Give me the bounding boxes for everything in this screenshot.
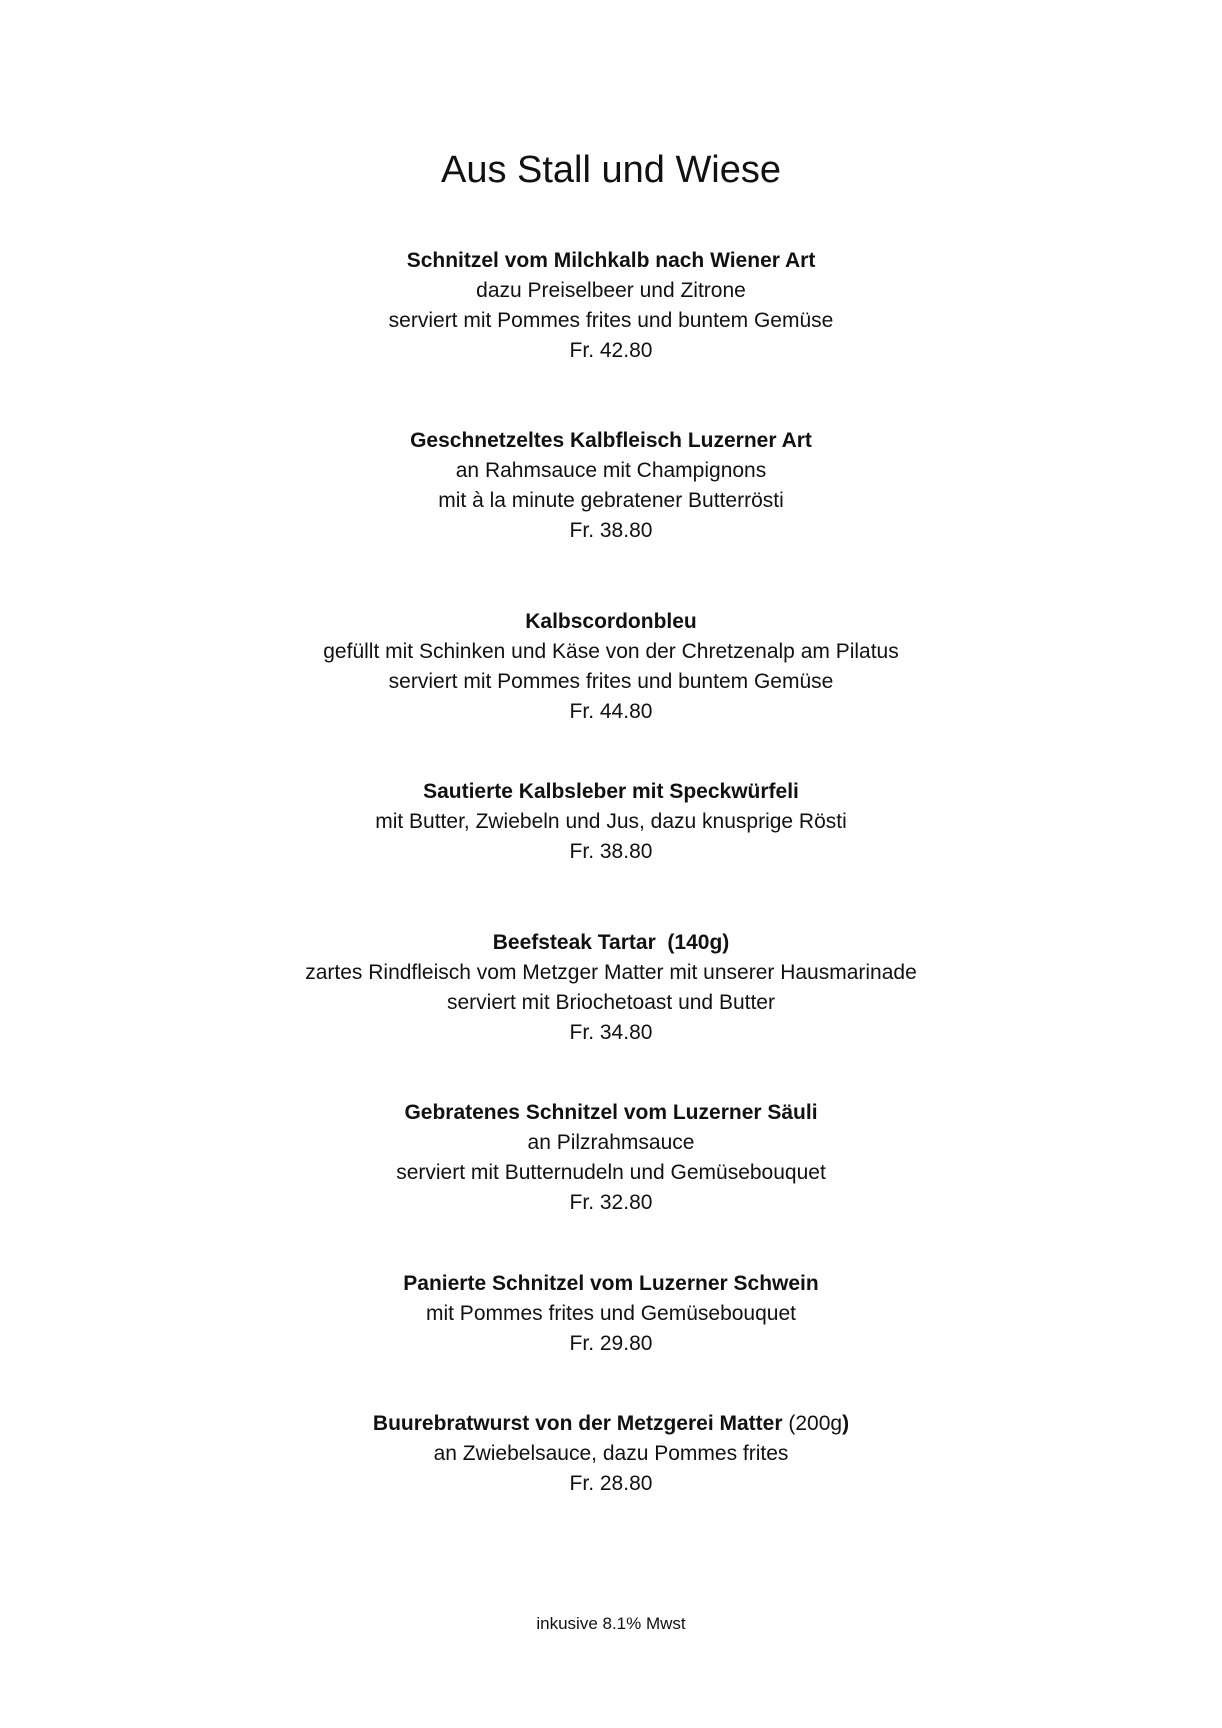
- dish-description: zartes Rindfleisch vom Metzger Matter mit unserer Hausmarinade: [305, 961, 917, 984]
- menu-item: [0, 607, 1222, 727]
- dish-name: Sautierte Kalbsleber mit Speckwürfeli: [423, 780, 799, 803]
- dish-price: Fr. 28.80: [569, 1472, 653, 1495]
- page-title: Aus Stall und Wiese: [440, 149, 782, 191]
- dish-name: Buurebratwurst von der Metzgerei Matter: [372, 1412, 783, 1435]
- dish-name-close: ): [842, 1412, 850, 1435]
- dish-price: Fr. 38.80: [569, 519, 653, 542]
- dish-price: Fr. 38.80: [569, 840, 653, 863]
- dish-name: Geschnetzeltes Kalbfleisch Luzerner Art: [410, 429, 812, 452]
- dish-name: Beefsteak Tartar (140g): [492, 931, 730, 954]
- dish-name: Kalbscordonbleu: [525, 610, 697, 633]
- menu-item: [0, 246, 1222, 366]
- dish-name-line: [0, 1409, 1222, 1439]
- dish-description: serviert mit Pommes frites und buntem Gemüse: [388, 670, 834, 693]
- dish-description: dazu Preiselbeer und Zitrone: [476, 279, 746, 302]
- dish-name: Schnitzel vom Milchkalb nach Wiener Art: [406, 249, 816, 272]
- dish-name: Gebratenes Schnitzel vom Luzerner Säuli: [404, 1101, 818, 1124]
- dish-price: Fr. 34.80: [569, 1021, 653, 1044]
- dish-price: Fr. 42.80: [569, 339, 653, 362]
- menu-item: [0, 1409, 1222, 1499]
- dish-weight: (200g: [788, 1412, 843, 1435]
- dish-price: Fr. 44.80: [569, 700, 653, 723]
- menu-item: [0, 426, 1222, 546]
- vat-note: inkusive 8.1% Mwst: [536, 1614, 686, 1633]
- dish-description: mit Butter, Zwiebeln und Jus, dazu knusprige Rösti: [375, 810, 847, 833]
- dish-description: serviert mit Pommes frites und buntem Gemüse: [388, 309, 834, 332]
- menu-item: [0, 928, 1222, 1048]
- dish-description: an Rahmsauce mit Champignons: [455, 459, 767, 482]
- dish-description: mit Pommes frites und Gemüsebouquet: [425, 1302, 796, 1325]
- dish-price: Fr. 29.80: [569, 1332, 653, 1355]
- dish-price: Fr. 32.80: [569, 1191, 653, 1214]
- dish-description: an Pilzrahmsauce: [527, 1131, 695, 1154]
- menu-item: [0, 1269, 1222, 1359]
- dish-description: serviert mit Butternudeln und Gemüsebouquet: [396, 1161, 826, 1184]
- dish-name: Panierte Schnitzel vom Luzerner Schwein: [403, 1272, 819, 1295]
- menu-item: [0, 1098, 1222, 1218]
- dish-description: serviert mit Briochetoast und Butter: [447, 991, 775, 1014]
- dish-description: an Zwiebelsauce, dazu Pommes frites: [433, 1442, 789, 1465]
- dish-description: gefüllt mit Schinken und Käse von der Chretzenalp am Pilatus: [323, 640, 899, 663]
- dish-description: mit à la minute gebratener Butterrösti: [438, 489, 784, 512]
- menu-item: [0, 777, 1222, 867]
